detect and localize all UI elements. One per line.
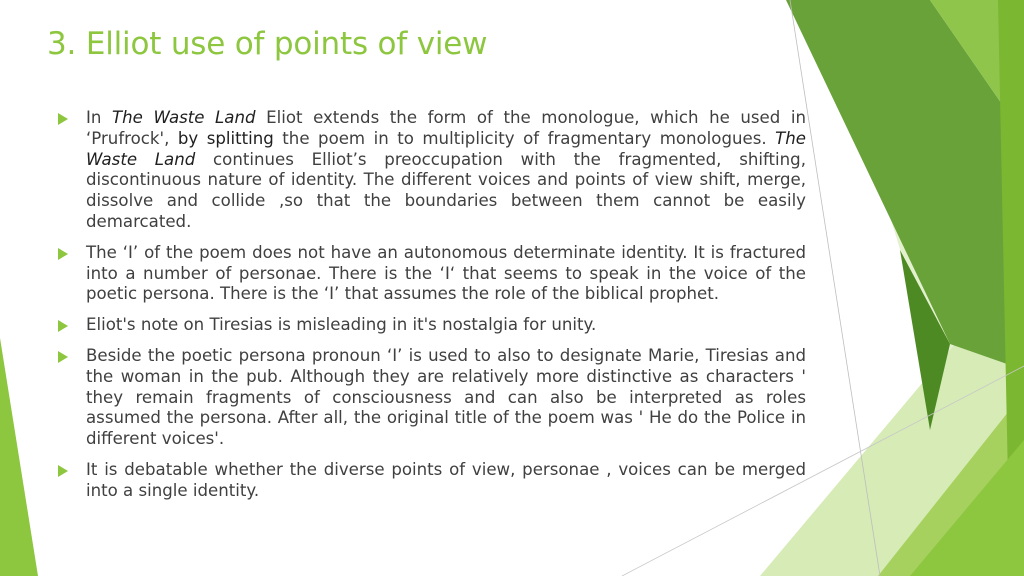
text-run: In [86, 108, 112, 127]
bullet-text: Beside the poetic persona pronoun ‘I’ is used to also to designate Marie, Tiresias and the woman in the pub. Although they are relatively more distinctive as characters ' they remain fragments of consciousness and can also be interpreted as roles assumed the persona. After all, the original title of the poem was ' He do the Police in different voices'. [86, 345, 806, 449]
text-run-emphasis: by splitting [177, 128, 274, 148]
list-item [58, 108, 806, 233]
triangle-bullet-icon [58, 113, 68, 125]
list-item [58, 346, 806, 450]
bullet-text: The ‘I’ of the poem does not have an autonomous determinate identity. It is fractured into a number of personae. There is the ‘I‘ that seems to speak in the voice of the poetic persona. There is the ‘I’ that assumes the role of the biblical prophet. [86, 242, 806, 304]
text-run: continues Elliot’s preoccupation with the fragmented, shifting, discontinuous nature of identity. The different voices and points of view shift, merge, dissolve and collide ,so that the boundaries between them cannot be easily demarcated. [86, 149, 806, 231]
triangle-bullet-icon [58, 465, 68, 477]
bullet-text: Eliot's note on Tiresias is misleading in it's nostalgia for unity. [86, 315, 597, 335]
text-run: Eliot extends the form of the monologue, which he used in ‘Prufrock', [86, 108, 807, 148]
left-green-wedge [0, 338, 38, 576]
list-item [58, 460, 806, 502]
list-item [58, 315, 806, 336]
text-run: the poem in to multiplicity of fragmentary monologues. [273, 128, 776, 148]
triangle-bullet-icon [58, 248, 68, 260]
poem-title-italic: The Waste Land [112, 108, 256, 127]
triangle-bullet-icon [58, 320, 68, 332]
list-item [58, 243, 806, 305]
triangle-bullet-icon [58, 351, 68, 363]
poem-title-italic: The Waste Land [86, 128, 807, 169]
bullet-text: It is debatable whether the diverse points of view, personae , voices can be merged into a single identity. [86, 459, 806, 500]
page-title: 3. Elliot use of points of view [47, 26, 488, 62]
bullet-list [58, 108, 806, 512]
